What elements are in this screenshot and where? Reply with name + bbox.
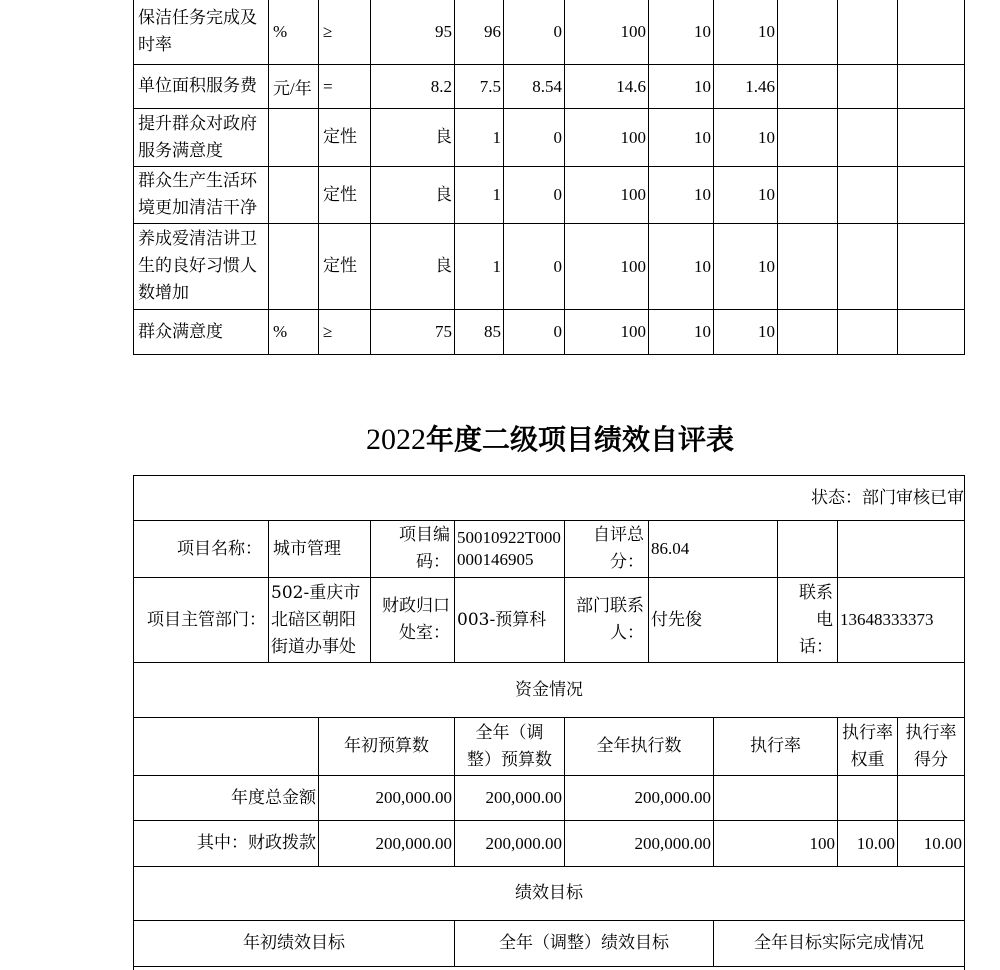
- funds-header-budget: 年初预算数: [344, 736, 429, 756]
- indicator-weight: 10: [694, 256, 711, 276]
- funds-section-title: 资金情况: [515, 679, 583, 700]
- indicator-actual: 7.5: [479, 76, 501, 96]
- performance-header-actual: 全年目标实际完成情况: [754, 933, 924, 953]
- project-name-value: 城市管理: [273, 538, 341, 559]
- status-label: 状态：部门审核已审: [811, 487, 964, 508]
- funds-row-executed: 200,000.00: [634, 833, 711, 853]
- funds-row-adjusted: 200,000.00: [485, 833, 562, 853]
- indicator-score: 10: [758, 256, 775, 276]
- performance-section-title: 绩效目标: [515, 883, 583, 903]
- indicator-actual: 96: [484, 22, 501, 41]
- indicator-col-1: 0: [553, 256, 562, 276]
- indicator-operator: 定性: [323, 127, 357, 147]
- indicator-target: 75: [435, 322, 452, 341]
- self-score-value: 86.04: [651, 539, 690, 558]
- performance-header-initial: 年初绩效目标: [243, 933, 345, 953]
- indicator-score: 10: [758, 185, 775, 204]
- funds-header-rate: 执行率: [750, 736, 801, 756]
- indicator-score: 10: [758, 127, 775, 147]
- contact-value: 付先俊: [651, 609, 702, 630]
- funds-row-label: 年度总金额: [231, 787, 316, 808]
- indicator-actual: 1: [492, 185, 501, 204]
- indicator-target: 8.2: [430, 76, 452, 96]
- indicator-col-1: 0: [553, 322, 562, 341]
- indicator-operator: =: [323, 76, 333, 96]
- indicator-weight: 10: [694, 76, 711, 96]
- form-title: [0, 418, 1000, 458]
- indicator-score: 1.46: [745, 76, 775, 96]
- indicator-col-2: 100: [620, 127, 646, 147]
- funds-row-rate: [714, 776, 837, 820]
- funds-row-weight: 10.00: [856, 833, 895, 853]
- funds-header-adjusted: 全年（调整）预算数: [467, 722, 552, 770]
- indicator-name: 提升群众对政府服务满意度: [138, 113, 257, 161]
- indicator-target: 良: [435, 184, 452, 205]
- funds-row-budget: 200,000.00: [375, 788, 452, 807]
- indicator-col-2: 100: [620, 22, 646, 41]
- department-value: 502-重庆市北碚区朝阳街道办事处: [271, 582, 361, 657]
- indicator-col-1: 0: [553, 127, 562, 147]
- indicator-col-1: 0: [553, 22, 562, 41]
- indicator-col-2: 14.6: [616, 76, 646, 96]
- funds-row-score: 10.00: [923, 833, 962, 853]
- funds-row-label: 其中：财政拨款: [197, 833, 316, 853]
- indicator-target: 95: [435, 22, 452, 41]
- indicator-name: 群众满意度: [138, 321, 223, 342]
- funds-row-adjusted: 200,000.00: [485, 788, 562, 807]
- contact-label: 部门联系人：: [576, 596, 644, 643]
- title-text: 年度二级项目绩效自评表: [425, 423, 734, 456]
- indicator-unit: [269, 109, 318, 166]
- funds-header-rate-score: 执行率得分: [905, 722, 957, 770]
- indicator-unit: [269, 167, 318, 223]
- indicator-unit: %: [273, 22, 288, 41]
- indicator-col-1: 8.54: [532, 76, 562, 96]
- project-name-label: 项目名称：: [177, 538, 262, 559]
- indicator-col-2: 100: [620, 185, 646, 204]
- funds-row-score: [898, 776, 964, 820]
- indicator-unit: 元/年: [273, 79, 312, 98]
- funds-header-executed: 全年执行数: [596, 736, 682, 756]
- indicator-operator: 定性: [323, 256, 357, 276]
- indicator-target: 良: [435, 256, 452, 276]
- indicator-name: 保洁任务完成及时率: [138, 8, 257, 55]
- performance-header-adjusted: 全年（调整）绩效目标: [499, 933, 669, 953]
- funds-row-rate: 100: [809, 833, 835, 853]
- indicator-unit: [269, 224, 318, 309]
- finance-office-label: 财政归口处室：: [382, 596, 450, 643]
- title-year: 2022: [365, 423, 426, 456]
- indicator-weight: 10: [694, 127, 711, 147]
- funds-row-executed: 200,000.00: [634, 788, 711, 807]
- phone-label: 联系电话：: [799, 582, 833, 657]
- indicator-operator: ≥: [323, 22, 333, 41]
- funds-row-budget: 200,000.00: [375, 833, 452, 853]
- indicator-name: 群众生产生活环境更加清洁干净: [138, 171, 257, 218]
- indicator-score: 10: [758, 22, 775, 41]
- funds-header-rate-weight: 执行率权重: [842, 722, 893, 770]
- project-code-label: 项目编码：: [399, 525, 450, 572]
- phone-value: 13648333373: [840, 610, 934, 629]
- indicator-weight: 10: [694, 322, 711, 341]
- indicator-actual: 1: [492, 256, 501, 276]
- indicator-actual: 1: [492, 127, 501, 147]
- indicator-col-2: 100: [620, 322, 646, 341]
- indicator-weight: 10: [694, 22, 711, 41]
- funds-row-weight: [838, 776, 897, 820]
- indicator-target: 良: [435, 127, 452, 147]
- finance-office-value: 003-预算科: [457, 609, 547, 630]
- project-code-value: 50010922T000000146905: [457, 528, 561, 569]
- self-score-label: 自评总分：: [593, 525, 644, 572]
- department-label: 项目主管部门：: [147, 609, 266, 630]
- indicator-name: 单位面积服务费: [138, 76, 257, 96]
- indicator-name: 养成爱清洁讲卫生的良好习惯人数增加: [138, 229, 257, 303]
- indicator-operator: 定性: [323, 184, 357, 205]
- indicator-score: 10: [758, 322, 775, 341]
- indicator-unit: %: [273, 322, 288, 341]
- indicator-operator: ≥: [323, 322, 333, 341]
- indicator-weight: 10: [694, 185, 711, 204]
- indicator-col-1: 0: [553, 185, 562, 204]
- indicator-actual: 85: [484, 322, 501, 341]
- indicator-col-2: 100: [620, 256, 646, 276]
